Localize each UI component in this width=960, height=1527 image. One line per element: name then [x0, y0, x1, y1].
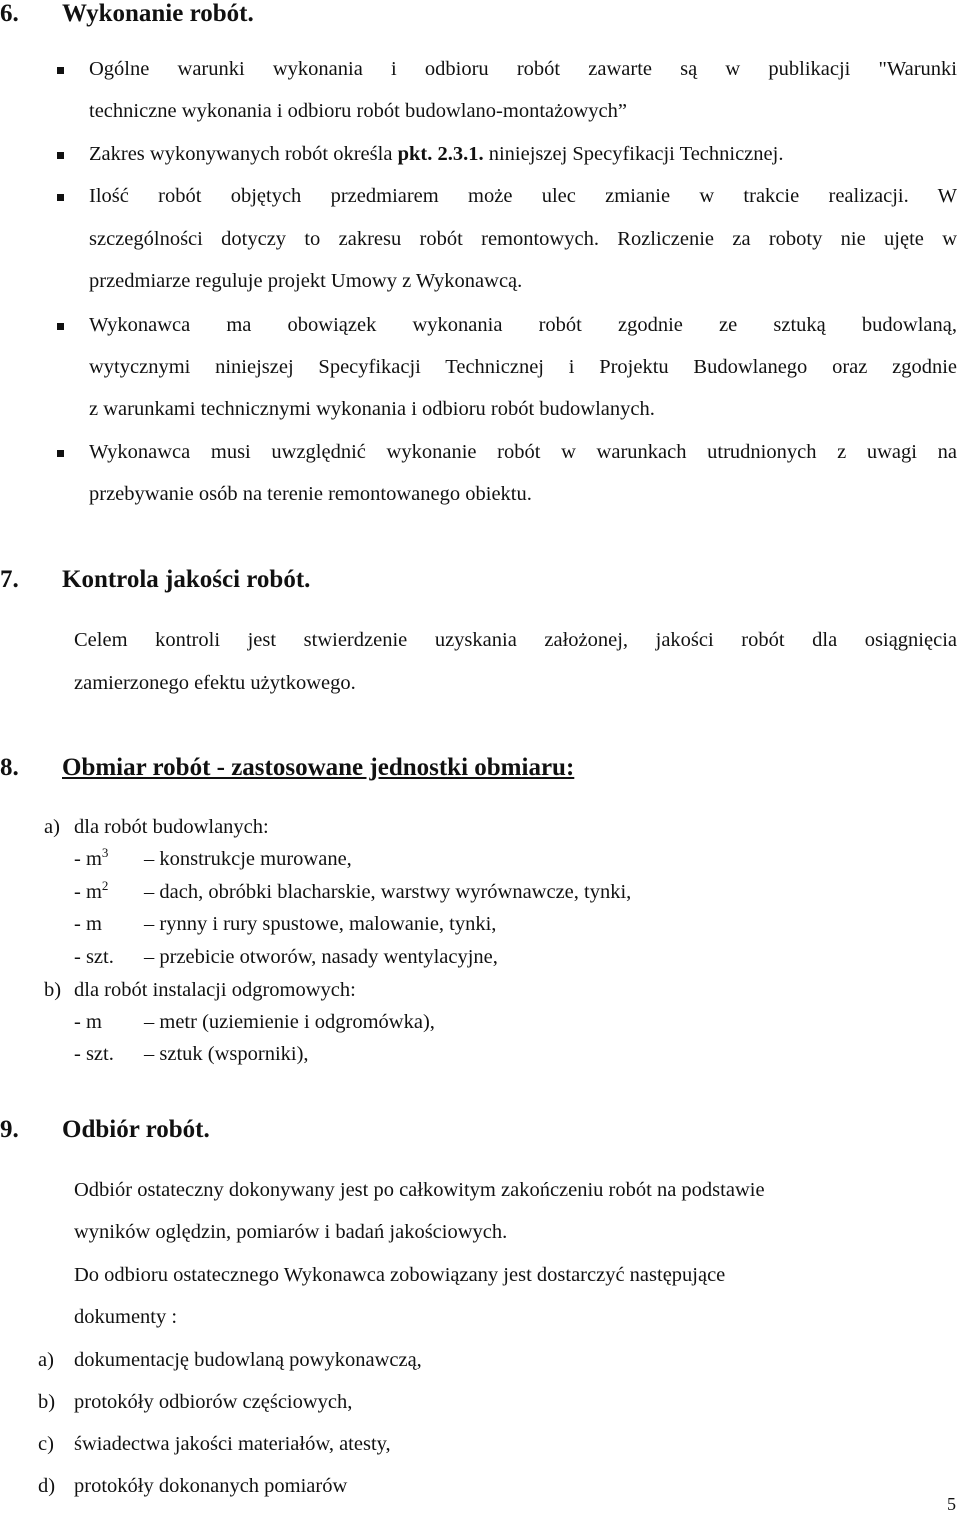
- section-8-number: 8.: [0, 754, 19, 781]
- section-9-para-1-line-2: wyników oględzin, pomiarów i badań jakościowych.: [74, 1221, 508, 1243]
- section-6-title: Wykonanie robót.: [62, 0, 254, 27]
- section-6-bullet-4-line-1: Wykonawca ma obowiązek wykonania robót zgodnie ze sztuką budowlaną,: [89, 314, 957, 336]
- section-6-bullet-4-line-2: wytycznymi niniejszej Specyfikacji Technicznej i Projektu Budowlanego oraz zgodnie: [89, 356, 957, 378]
- bullet-square-icon: [57, 194, 64, 201]
- section-9-number: 9.: [0, 1116, 19, 1143]
- measure-row: - szt. – sztuk (wsporniki),: [74, 1043, 309, 1065]
- section-6-number: 6.: [0, 0, 19, 27]
- list-text: protokóły dokonanych pomiarów: [74, 1475, 348, 1497]
- section-6-bullet-2-pre: Zakres wykonywanych robót określa: [89, 143, 398, 165]
- document-list-item: [38, 1391, 352, 1414]
- section-7-title: Kontrola jakości robót.: [62, 566, 311, 593]
- measure-unit: - $m^2$: [74, 878, 109, 903]
- section-8-heading: [0, 754, 574, 782]
- measure-desc: konstrukcje murowane,: [159, 848, 352, 870]
- measure-group-a-label: dla robót budowlanych:: [74, 816, 269, 838]
- document-list-item: [38, 1349, 422, 1372]
- measure-group-a-marker: a): [44, 816, 60, 838]
- section-9-heading: [0, 1116, 210, 1144]
- measure-row: - szt. – przebicie otworów, nasady wentylacyjne,: [74, 946, 498, 968]
- measure-desc: metr (uziemienie i odgromówka),: [159, 1011, 435, 1033]
- section-6-bullet-3-line-2: szczególności dotyczy to zakresu robót remontowych. Rozliczenie za roboty nie ujęte w: [89, 228, 957, 250]
- measure-desc: sztuk (wsporniki),: [159, 1043, 309, 1065]
- section-6-bullet-2-bold: pkt. 2.3.1.: [397, 143, 484, 165]
- section-6-bullet-4-line-3: z warunkami technicznymi wykonania i odbioru robót budowlanych.: [89, 398, 655, 420]
- section-9-para-2-line-1: Do odbioru ostatecznego Wykonawca zobowiązany jest dostarczyć następujące: [74, 1264, 726, 1286]
- section-6-bullet-3-line-1: Ilość robót objętych przedmiarem może ulec zmianie w trakcie realizacji. W: [89, 185, 957, 207]
- section-7-heading: [0, 566, 310, 594]
- measure-row: - $m^2$ – dach, obróbki blacharskie, warstwy wyrównawcze, tynki,: [74, 878, 632, 903]
- bullet-square-icon: [57, 450, 64, 457]
- section-6-bullet-5-line-2: przebywanie osób na terenie remontowanego obiektu.: [89, 483, 532, 505]
- measure-unit: - $m^3$: [74, 845, 109, 870]
- section-9-title: Odbiór robót.: [62, 1116, 210, 1143]
- bullet-square-icon: [57, 152, 64, 159]
- section-6-bullet-1-line-2: techniczne wykonania i odbioru robót budowlano-montażowych”: [89, 100, 627, 122]
- list-marker: b): [38, 1391, 56, 1413]
- list-text: dokumentację budowlaną powykonawczą,: [74, 1349, 422, 1371]
- section-6-bullet-2-post: niniejszej Specyfikacji Technicznej.: [483, 143, 784, 165]
- document-list-item: [38, 1475, 347, 1498]
- measure-group-b-label: dla robót instalacji odgromowych:: [74, 979, 356, 1001]
- list-text: protokóły odbiorów częściowych,: [74, 1391, 353, 1413]
- list-marker: a): [38, 1349, 54, 1371]
- measure-unit: - m: [74, 913, 102, 935]
- measure-group-b: [44, 979, 356, 1002]
- section-7-line-1: Celem kontroli jest stwierdzenie uzyskania założonej, jakości robót dla osiągnięcia: [74, 629, 957, 651]
- measure-group-a: [44, 816, 269, 839]
- measure-desc: dach, obróbki blacharskie, warstwy wyrównawcze, tynki,: [159, 881, 632, 903]
- section-6-bullet-3-line-3: przedmiarze reguluje projekt Umowy z Wykonawcą.: [89, 270, 523, 292]
- section-7-number: 7.: [0, 566, 19, 593]
- measure-unit: - szt.: [74, 1043, 114, 1065]
- measure-row: - $m^3$ – konstrukcje murowane,: [74, 845, 352, 870]
- page-number: 5: [947, 1494, 956, 1514]
- measure-row: - m – rynny i rury spustowe, malowanie, tynki,: [74, 913, 497, 935]
- measure-desc: przebicie otworów, nasady wentylacyjne,: [159, 946, 498, 968]
- section-6-heading: [0, 0, 254, 28]
- bullet-square-icon: [57, 67, 64, 74]
- measure-desc: rynny i rury spustowe, malowanie, tynki,: [159, 913, 497, 935]
- list-text: świadectwa jakości materiałów, atesty,: [74, 1433, 391, 1455]
- list-marker: d): [38, 1475, 56, 1497]
- section-9-para-1-line-1: Odbiór ostateczny dokonywany jest po całkowitym zakończeniu robót na podstawie: [74, 1179, 765, 1201]
- list-marker: c): [38, 1433, 54, 1455]
- measure-unit: - m: [74, 1011, 102, 1033]
- measure-row: - m – metr (uziemienie i odgromówka),: [74, 1011, 435, 1033]
- document-list-item: [38, 1433, 391, 1456]
- section-8-title: Obmiar robót - zastosowane jednostki obmiaru:: [62, 754, 575, 781]
- section-6-bullet-2: [89, 143, 783, 166]
- section-7-line-2: zamierzonego efektu użytkowego.: [74, 672, 356, 694]
- measure-group-b-marker: b): [44, 979, 62, 1001]
- section-6-bullet-5-line-1: Wykonawca musi uwzględnić wykonanie robót w warunkach utrudnionych z uwagi na: [89, 441, 957, 463]
- section-6-bullet-1-line-1: Ogólne warunki wykonania i odbioru robót zawarte są w publikacji "Warunki: [89, 58, 957, 80]
- measure-unit: - szt.: [74, 946, 114, 968]
- bullet-square-icon: [57, 323, 64, 330]
- section-9-para-2-line-2: dokumenty :: [74, 1306, 178, 1328]
